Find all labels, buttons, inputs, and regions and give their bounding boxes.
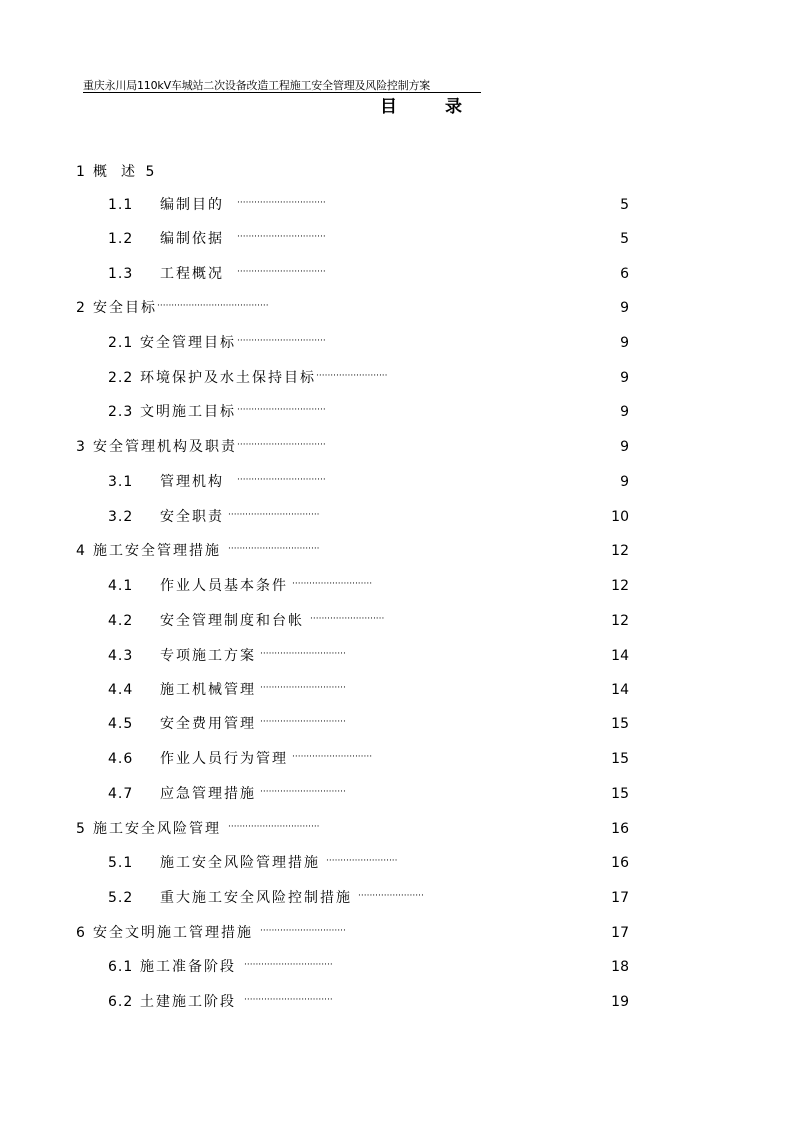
- toc-leader-dots: ······························: [260, 717, 346, 727]
- toc-entry-page: 19: [611, 994, 629, 1010]
- toc-entry-section-4-5[interactable]: [0, 714, 794, 734]
- toc-entry-page: 14: [611, 648, 629, 664]
- toc-entry-number: 4: [76, 543, 86, 559]
- toc-entry-number: 4.1: [108, 578, 134, 594]
- toc-entry-label: 编制依据: [160, 231, 224, 247]
- toc-entry-label: 土建施工阶段: [140, 994, 236, 1010]
- toc-entry-chapter-6[interactable]: [0, 923, 794, 943]
- toc-entry-page: 16: [611, 821, 629, 837]
- toc-entry-section-3-2[interactable]: [0, 507, 794, 527]
- toc-entry-page: 5: [620, 197, 629, 213]
- toc-entry-label: 编制目的: [160, 197, 224, 213]
- toc-entry-label: 施工机械管理: [160, 682, 256, 698]
- toc-entry-number: 5: [76, 821, 86, 837]
- toc-leader-dots: ······························: [260, 649, 346, 659]
- toc-entry-chapter-2[interactable]: [0, 298, 794, 318]
- toc-leader-dots: ······························: [260, 683, 346, 693]
- toc-entry-section-5-2[interactable]: [0, 888, 794, 908]
- toc-entry-label: 安全管理制度和台帐: [160, 613, 304, 629]
- toc-leader-dots: ·······························: [237, 336, 326, 346]
- toc-entry-label: 施工安全风险管理: [93, 821, 221, 837]
- toc-entry-page: 6: [620, 266, 629, 282]
- toc-entry-number: 4.5: [108, 716, 134, 732]
- toc-entry-label: 安全费用管理: [160, 716, 256, 732]
- toc-entry-page: 12: [611, 578, 629, 594]
- toc-entry-section-3-1[interactable]: [0, 472, 794, 492]
- toc-entry-label: 专项施工方案: [160, 648, 256, 664]
- toc-leader-dots: ······························: [260, 787, 346, 797]
- toc-entry-number: 1: [76, 164, 86, 180]
- toc-entry-number: 2.2: [108, 370, 134, 386]
- toc-entry-label: 作业人员行为管理: [160, 751, 288, 767]
- toc-entry-page: 14: [611, 682, 629, 698]
- toc-entry-number: 4.4: [108, 682, 134, 698]
- toc-entry-chapter-3[interactable]: [0, 437, 794, 457]
- toc-entry-section-2-2[interactable]: [0, 368, 794, 388]
- toc-entry-section-2-3[interactable]: [0, 402, 794, 422]
- toc-entry-page: 9: [620, 335, 629, 351]
- toc-entry-page: 18: [611, 959, 629, 975]
- toc-leader-dots: ·······················: [358, 891, 424, 901]
- toc-leader-dots: ····························: [292, 579, 373, 589]
- toc-entry-page: 10: [611, 509, 629, 525]
- toc-entry-number: 4.2: [108, 613, 134, 629]
- toc-entry-page: 9: [620, 404, 629, 420]
- toc-entry-page: 5: [620, 231, 629, 247]
- toc-entry-section-4-7[interactable]: [0, 784, 794, 804]
- toc-entry-number: 2.3: [108, 404, 134, 420]
- toc-entry-label: 安全目标: [93, 300, 157, 316]
- toc-entry-chapter-1[interactable]: [0, 162, 794, 182]
- toc-leader-dots: ······························: [260, 926, 346, 936]
- toc-leader-dots: ·······································: [157, 301, 269, 311]
- toc-leader-dots: ·······························: [237, 475, 326, 485]
- toc-entry-section-1-1[interactable]: [0, 195, 794, 215]
- toc-entry-label: 文明施工目标: [140, 404, 236, 420]
- toc-leader-dots: ·······························: [237, 232, 326, 242]
- toc-entry-section-4-2[interactable]: [0, 611, 794, 631]
- toc-entry-page: 17: [611, 890, 629, 906]
- toc-entry-page: 16: [611, 855, 629, 871]
- toc-leader-dots: ································: [228, 822, 320, 832]
- toc-entry-page: 5: [145, 164, 155, 180]
- toc-entry-number: 6: [76, 925, 86, 941]
- toc-entry-number: 4.6: [108, 751, 134, 767]
- toc-leader-dots: ·······························: [237, 198, 326, 208]
- toc-entry-page: 12: [611, 613, 629, 629]
- toc-entry-number: 3.1: [108, 474, 134, 490]
- toc-entry-number: 4.3: [108, 648, 134, 664]
- toc-entry-number: 3: [76, 439, 86, 455]
- toc-entry-label: 安全文明施工管理措施: [93, 925, 253, 941]
- toc-entry-label: 施工准备阶段: [140, 959, 236, 975]
- toc-leader-dots: ·························: [316, 371, 388, 381]
- toc-leader-dots: ·······························: [237, 267, 326, 277]
- toc-entry-number: 1.2: [108, 231, 134, 247]
- toc-entry-label: 施工安全管理措施: [93, 543, 221, 559]
- toc-entry-label: 作业人员基本条件: [160, 578, 288, 594]
- toc-entry-section-4-6[interactable]: [0, 749, 794, 769]
- toc-leader-dots: ·······························: [237, 405, 326, 415]
- toc-entry-page: 15: [611, 751, 629, 767]
- toc-entry-section-2-1[interactable]: [0, 333, 794, 353]
- document-header: 重庆永川局110kV车城站二次设备改造工程施工安全管理及风险控制方案: [83, 79, 481, 93]
- toc-leader-dots: ·························: [326, 856, 398, 866]
- toc-entry-label: 安全职责: [160, 509, 224, 525]
- toc-title-char-2: 录: [445, 97, 462, 117]
- toc-entry-number: 2.1: [108, 335, 134, 351]
- toc-entry-number: 1.3: [108, 266, 134, 282]
- toc-entry-label: 重大施工安全风险控制措施: [160, 890, 352, 906]
- toc-entry-label: 概 述 5: [93, 164, 155, 180]
- toc-entry-page: 15: [611, 716, 629, 732]
- toc-leader-dots: ································: [228, 544, 320, 554]
- toc-entry-page: 12: [611, 543, 629, 559]
- toc-entry-label: 工程概况: [160, 266, 224, 282]
- toc-entry-page: 9: [620, 370, 629, 386]
- toc-entry-page: 9: [620, 300, 629, 316]
- toc-entry-number: 3.2: [108, 509, 134, 525]
- toc-entry-page: 9: [620, 474, 629, 490]
- toc-entry-label: 安全管理目标: [140, 335, 236, 351]
- toc-entry-number: 6.1: [108, 959, 134, 975]
- toc-entry-number: 4.7: [108, 786, 134, 802]
- toc-entry-page: 15: [611, 786, 629, 802]
- toc-entry-label: 施工安全风险管理措施: [160, 855, 320, 871]
- toc-entry-label: 应急管理措施: [160, 786, 256, 802]
- toc-entry-section-5-1[interactable]: [0, 853, 794, 873]
- toc-leader-dots: ································: [228, 510, 320, 520]
- toc-leader-dots: ·······························: [237, 440, 326, 450]
- toc-entry-number: 1.1: [108, 197, 134, 213]
- toc-entry-number: 5.1: [108, 855, 134, 871]
- toc-entry-page: 17: [611, 925, 629, 941]
- toc-entry-section-1-3[interactable]: [0, 264, 794, 284]
- toc-leader-dots: ··························: [310, 614, 385, 624]
- toc-title: [380, 96, 462, 118]
- toc-entry-page: 9: [620, 439, 629, 455]
- toc-entry-chapter-5[interactable]: [0, 819, 794, 839]
- toc-leader-dots: ·······························: [244, 960, 333, 970]
- toc-entry-section-4-1[interactable]: [0, 576, 794, 596]
- toc-entry-section-4-3[interactable]: [0, 646, 794, 666]
- toc-entry-number: 6.2: [108, 994, 134, 1010]
- toc-entry-number: 5.2: [108, 890, 134, 906]
- toc-entry-number: 2: [76, 300, 86, 316]
- toc-leader-dots: ····························: [292, 752, 373, 762]
- toc-entry-label: 管理机构: [160, 474, 224, 490]
- toc-entry-label: 环境保护及水土保持目标: [140, 370, 316, 386]
- toc-entry-section-6-1[interactable]: [0, 957, 794, 977]
- toc-title-char-1: 目: [380, 97, 397, 117]
- toc-entry-section-4-4[interactable]: [0, 680, 794, 700]
- toc-entry-section-1-2[interactable]: [0, 229, 794, 249]
- toc-entry-chapter-4[interactable]: [0, 541, 794, 561]
- toc-entry-section-6-2[interactable]: [0, 992, 794, 1012]
- toc-leader-dots: ·······························: [244, 995, 333, 1005]
- toc-entry-label: 安全管理机构及职责: [93, 439, 237, 455]
